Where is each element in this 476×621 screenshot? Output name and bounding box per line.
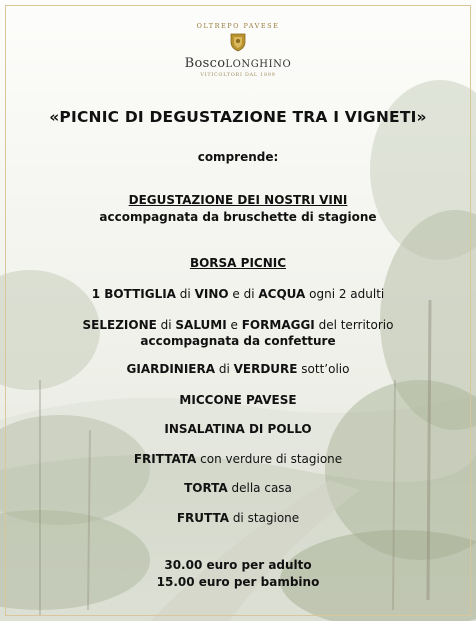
price-child: 15.00 euro per bambino xyxy=(156,575,320,589)
logo-since: VITICOLTORI DAL 1899 xyxy=(200,73,276,78)
bag-item-water-wine: 1 BOTTIGLIA di VINO e di ACQUA ogni 2 adulti xyxy=(91,287,385,301)
tasting-heading: DEGUSTAZIONE DEI NOSTRI VINI xyxy=(128,193,348,207)
bag-item-cold-cuts: SELEZIONE di SALUMI e FORMAGGI del territorio xyxy=(82,318,394,332)
bag-item-cold-cuts-sub: accompagnata da confetture xyxy=(140,334,336,348)
page-title: «PICNIC DI DEGUSTAZIONE TRA I VIGNETI» xyxy=(49,108,427,126)
tasting-subtitle: accompagnata da bruschette di stagione xyxy=(99,210,377,224)
bag-item-fruit: FRUTTA di stagione xyxy=(176,511,300,525)
bag-heading: BORSA PICNIC xyxy=(189,256,287,270)
bag-item-cake: TORTA della casa xyxy=(184,481,292,495)
winery-logo xyxy=(0,22,476,78)
logo-arc-text: OLTREPO PAVESE xyxy=(196,22,280,30)
includes-label: comprende: xyxy=(197,150,279,164)
bag-item-bread: MICCONE PAVESE xyxy=(179,393,297,407)
price-adult: 30.00 euro per adulto xyxy=(164,558,312,572)
crest-icon xyxy=(228,32,248,52)
bag-item-giardiniera: GIARDINIERA di VERDURE sott’olio xyxy=(126,362,350,376)
logo-brand: BoscoLONGHINO xyxy=(184,56,292,71)
bag-item-chicken-salad: INSALATINA DI POLLO xyxy=(164,422,312,436)
bag-item-frittata: FRITTATA con verdure di stagione xyxy=(133,452,343,466)
